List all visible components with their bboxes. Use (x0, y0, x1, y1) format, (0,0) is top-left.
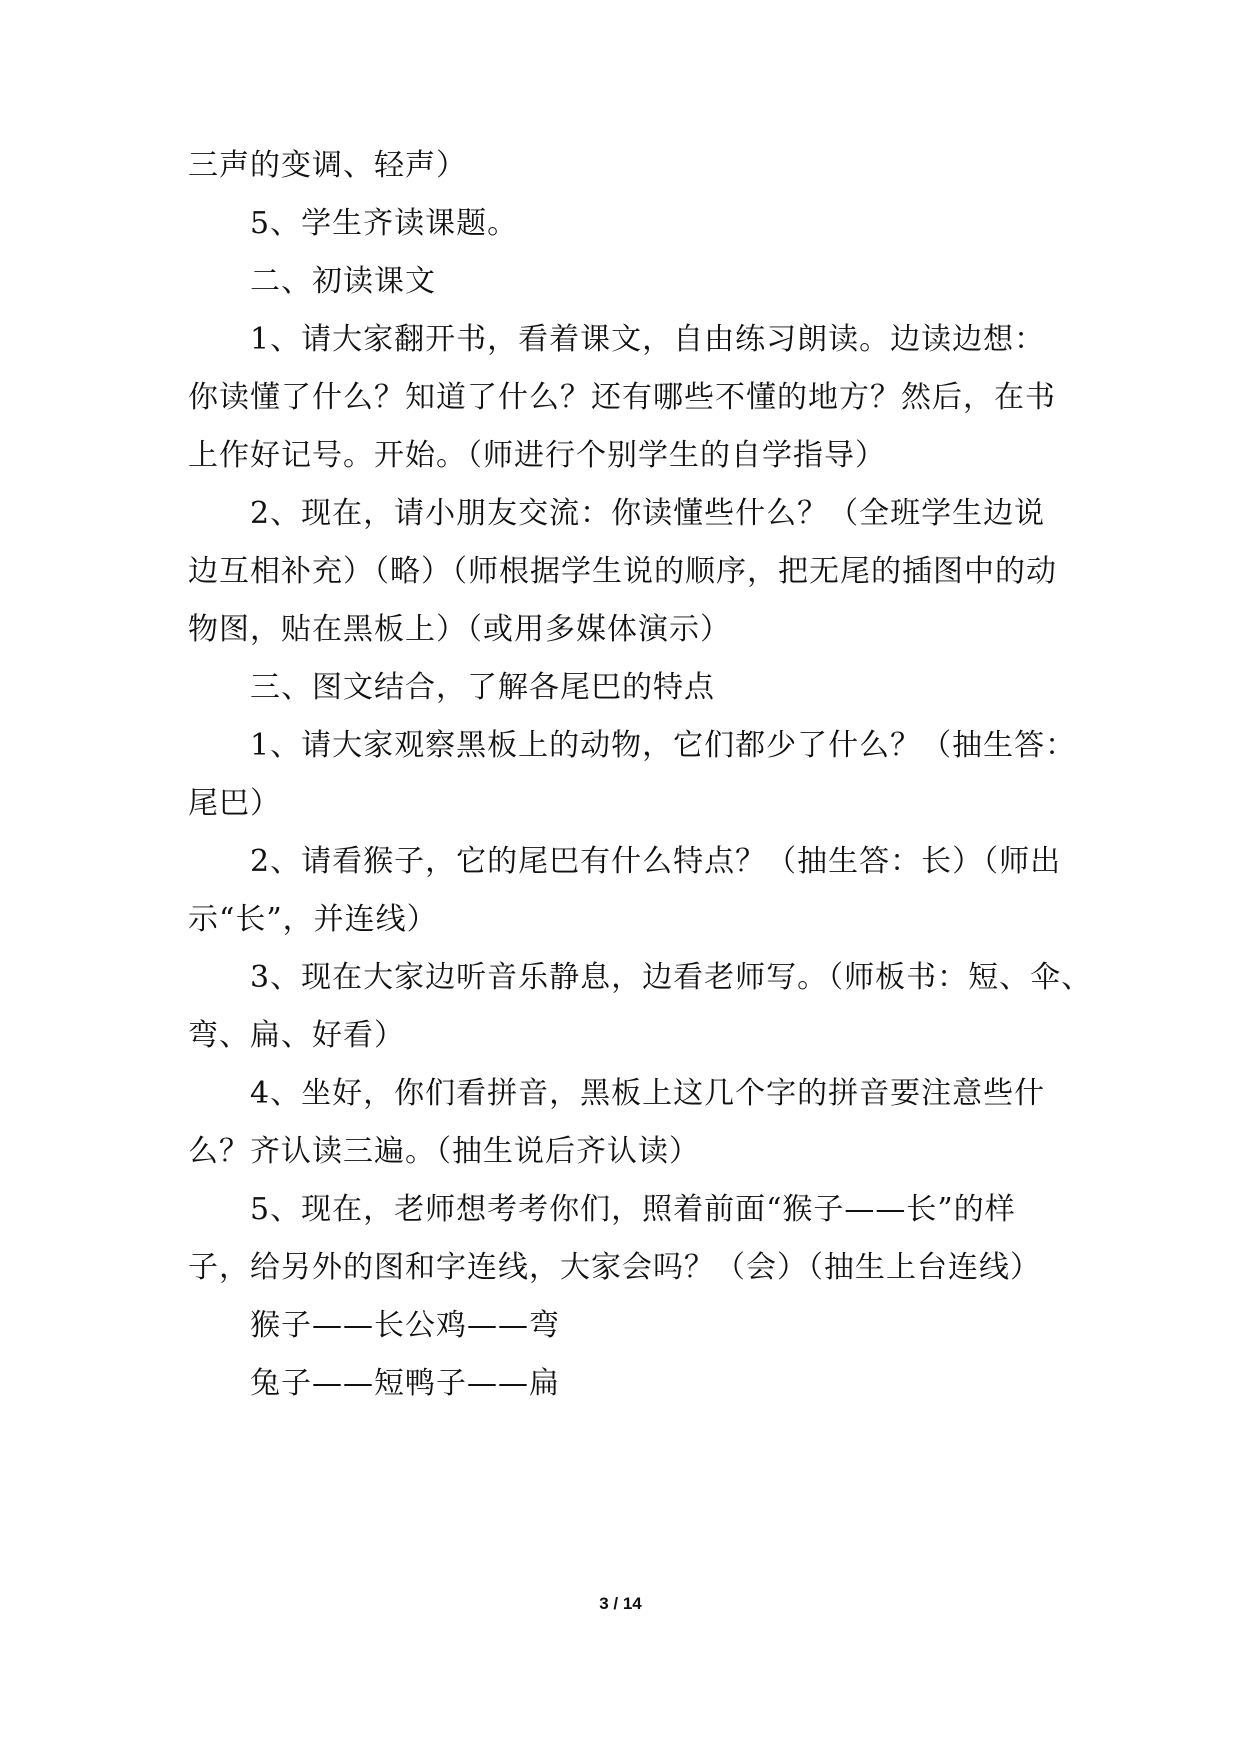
text-line: 上作好记号。开始。（师进行个别学生的自学指导） (188, 438, 886, 473)
text-line: 子，给另外的图和字连线，大家会吗？（会）（抽生上台连线） (188, 1250, 1041, 1285)
section-heading: 三、图文结合，了解各尾巴的特点 (250, 670, 715, 705)
text-line: 兔子——短鸭子——扁 (250, 1366, 560, 1401)
text-line: 3、现在大家边听音乐静息，边看老师写。（师板书：短、伞、 (250, 960, 1093, 995)
text-line: 1、请大家翻开书，看着课文，自由练习朗读。边读边想： (250, 322, 1046, 357)
text-line: 5、学生齐读课题。 (250, 206, 519, 241)
text-line: 2、请看猴子，它的尾巴有什么特点？（抽生答：长）（师出 (250, 844, 1062, 879)
text-line: 示“长”，并连线） (188, 902, 438, 937)
text-line: 5、现在，老师想考考你们，照着前面“猴子——长”的样 (250, 1192, 1016, 1227)
text-line: 1、请大家观察黑板上的动物，它们都少了什么？（抽生答： (250, 728, 1077, 763)
text-line: 猴子——长公鸡——弯 (250, 1308, 560, 1343)
text-line: 物图，贴在黑板上）（或用多媒体演示） (188, 612, 731, 647)
text-line: 尾巴） (188, 786, 281, 821)
text-line: 4、坐好，你们看拼音，黑板上这几个字的拼音要注意些什 (250, 1076, 1046, 1111)
section-heading: 二、初读课文 (250, 264, 436, 299)
text-line: 么？齐认读三遍。（抽生说后齐认读） (188, 1134, 700, 1169)
text-line: 边互相补充）（略）（师根据学生说的顺序，把无尾的插图中的动 (188, 554, 1057, 589)
text-line: 你读懂了什么？知道了什么？还有哪些不懂的地方？然后，在书 (188, 380, 1056, 415)
text-line: 2、现在，请小朋友交流：你读懂些什么？（全班学生边说 (250, 496, 1046, 531)
text-line: 弯、扁、好看） (188, 1018, 405, 1053)
text-line: 三声的变调、轻声） (188, 148, 467, 183)
page-number: 3 / 14 (599, 1594, 642, 1613)
